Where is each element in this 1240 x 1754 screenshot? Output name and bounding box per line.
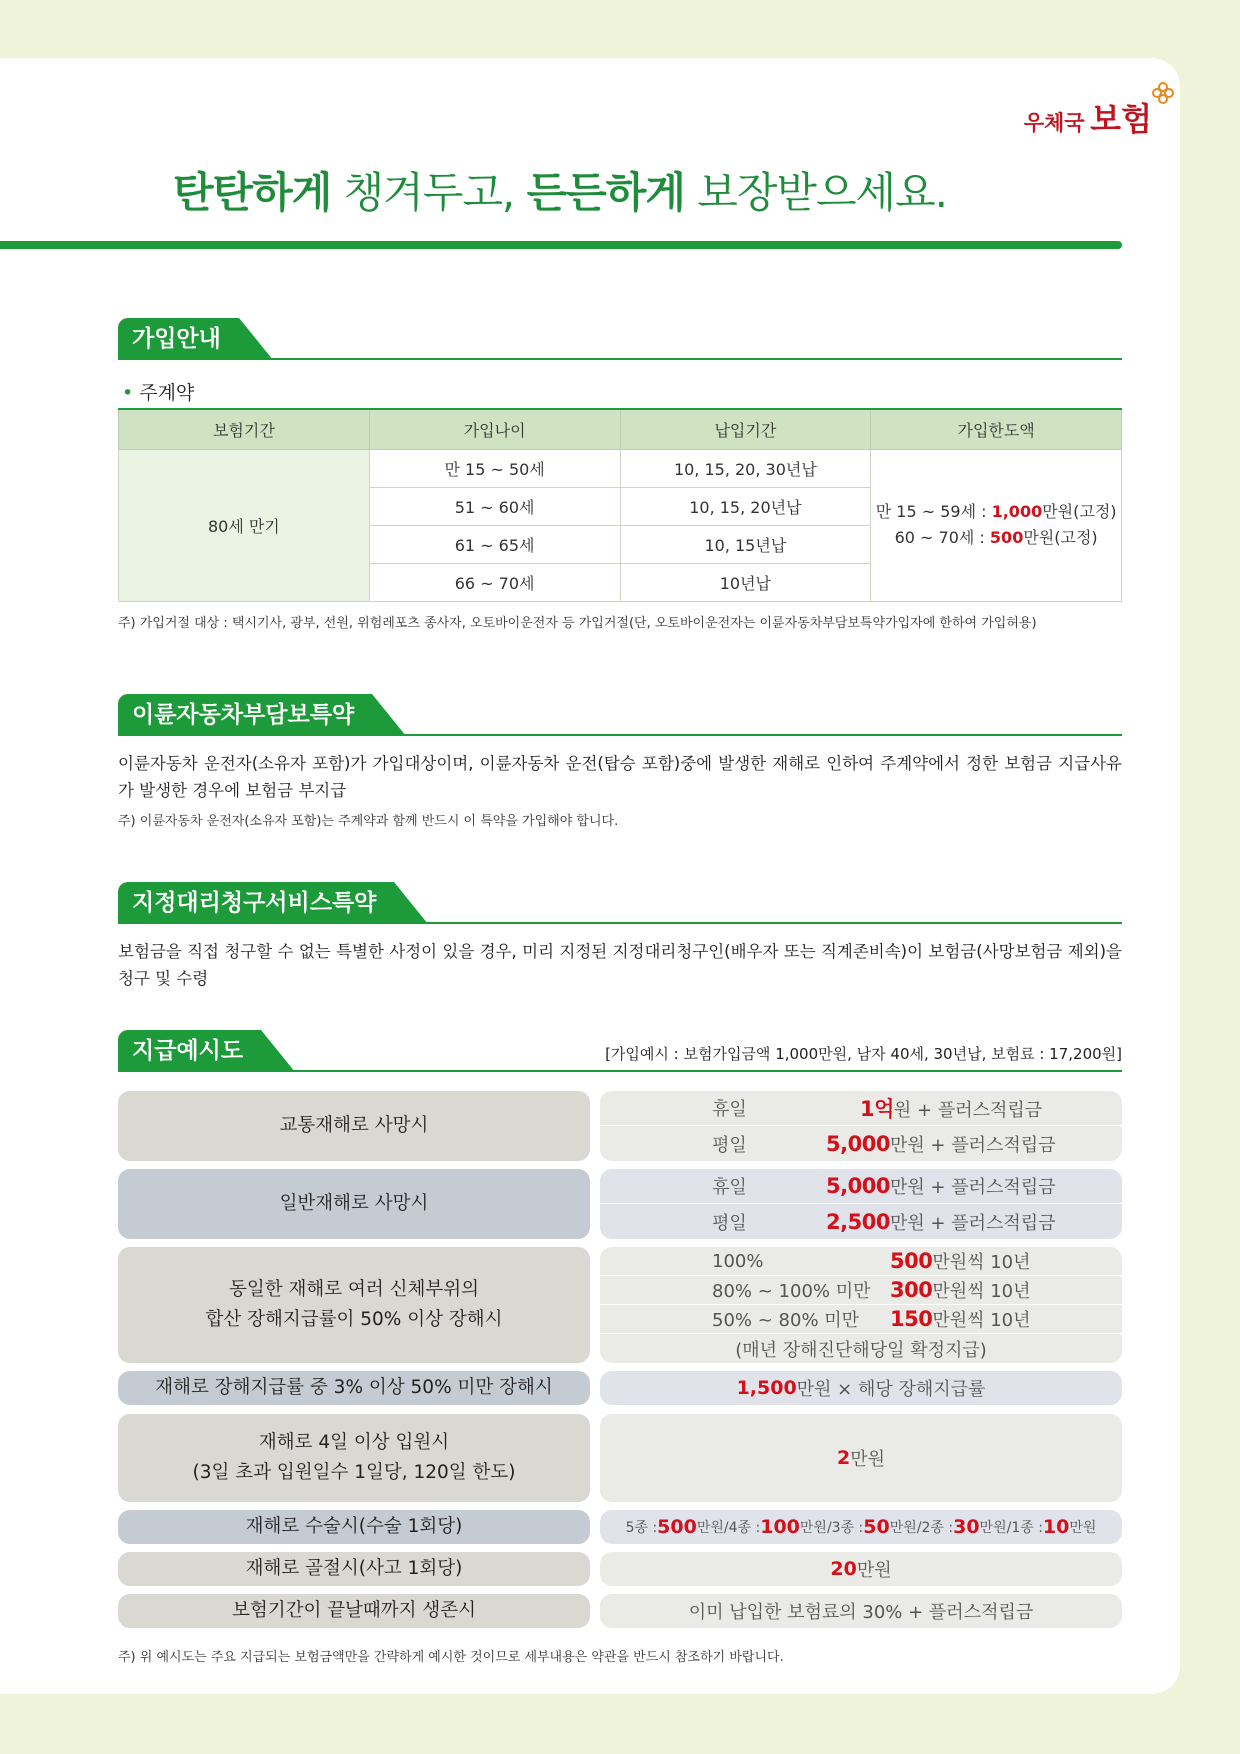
section-proxy-header bbox=[118, 884, 1122, 924]
hospital-label: 재해로 4일 이상 입원시 (3일 초과 입원일수 1일당, 120일 한도) bbox=[118, 1414, 590, 1502]
age-cell: 51 ~ 60세 bbox=[369, 487, 620, 525]
example-condition: [가입예시 : 보험가입금액 1,000만원, 남자 40세, 30년납, 보험료 : 17,200원] bbox=[605, 1045, 1122, 1063]
section-join-header bbox=[118, 320, 1122, 360]
age-cell: 만 15 ~ 50세 bbox=[369, 449, 620, 487]
headline-reg-2: 보장받으세요. bbox=[684, 168, 948, 217]
example-row-partial bbox=[118, 1371, 1122, 1405]
proxy-text: 보험금을 직접 청구할 수 없는 특별한 사정이 있을 경우, 미리 지정된 지정대리청구인(배우자 또는 직계존비속)이 보험금(사망보험금 제외)을 청구 및 수령 bbox=[118, 942, 1122, 988]
headline-reg-1: 챙겨두고, bbox=[331, 168, 527, 217]
join-info-table bbox=[118, 408, 1122, 602]
section-example-header bbox=[118, 1032, 1122, 1072]
twowheel-note: 주) 이륜자동차 운전자(소유자 포함)는 주계약과 함께 반드시 이 특약을 가입해야 합니다. bbox=[118, 814, 619, 829]
section-twowheel-header bbox=[118, 696, 1122, 736]
section-example-title: 지급예시도 bbox=[118, 1030, 261, 1072]
surgery-value: 5종 : 500 만원/ 4종 : 100 만원/ 3종 : 50 만원/ 2종 : 30 만원/ 1종 : 10 만원 bbox=[600, 1510, 1122, 1544]
header-limit: 가입한도액 bbox=[871, 409, 1122, 449]
traffic-values: 휴일 1억원 + 플러스적립금 평일 5,000만원 + 플러스적립금 bbox=[600, 1091, 1122, 1161]
surgery-label: 재해로 수술시(수술 1회당) bbox=[118, 1510, 590, 1544]
pay-cell: 10, 15, 20, 30년납 bbox=[620, 449, 871, 487]
main-contract-text: 주계약 bbox=[139, 382, 195, 404]
general-label: 일반재해로 사망시 bbox=[118, 1169, 590, 1239]
example-row-survival bbox=[118, 1594, 1122, 1628]
example-row-general bbox=[118, 1169, 1122, 1239]
fracture-value: 20 만원 bbox=[600, 1552, 1122, 1586]
brand-logo bbox=[1024, 94, 1152, 140]
main-contract-label: • 주계약 bbox=[122, 382, 195, 404]
section-twowheel-title: 이륜자동차부담보특약 bbox=[118, 694, 372, 736]
section-proxy-title: 지정대리청구서비스특약 bbox=[118, 882, 394, 924]
brand-big: 보험 bbox=[1090, 100, 1152, 138]
header-period: 보험기간 bbox=[119, 409, 370, 449]
hospital-value: 2 만원 bbox=[600, 1414, 1122, 1502]
flower-icon bbox=[1152, 82, 1174, 104]
twowheel-text: 이륜자동차 운전자(소유자 포함)가 가입대상이며, 이륜자동차 운전(탑승 포함)중에 발생한 재해로 인하여 주계약에서 정한 보험금 지급사유가 발생한 경우에 보험금 부지급 bbox=[118, 754, 1122, 800]
pay-cell: 10년납 bbox=[620, 563, 871, 601]
example-row-disability bbox=[118, 1247, 1122, 1363]
example-note: 주) 위 예시도는 주요 지급되는 보험금액만을 간략하게 예시한 것이므로 세부내용은 약관을 반드시 참조하기 바랍니다. bbox=[118, 1650, 784, 1665]
pay-cell: 10, 15년납 bbox=[620, 525, 871, 563]
headline-bold-2: 든든하게 bbox=[526, 168, 685, 217]
brand-small: 우체국 bbox=[1023, 111, 1085, 135]
fracture-label: 재해로 골절시(사고 1회당) bbox=[118, 1552, 590, 1586]
general-values: 휴일 5,000만원 + 플러스적립금 평일 2,500만원 + 플러스적립금 bbox=[600, 1169, 1122, 1239]
example-row-surgery bbox=[118, 1510, 1122, 1544]
example-row-traffic bbox=[118, 1091, 1122, 1161]
pay-cell: 10, 15, 20년납 bbox=[620, 487, 871, 525]
headline-divider bbox=[0, 241, 1122, 249]
table-header-row bbox=[119, 409, 1122, 449]
age-cell: 61 ~ 65세 bbox=[369, 525, 620, 563]
limit-cell: 만 15 ~ 59세 : 1,000만원(고정) 60 ~ 70세 : 500만원(고정) bbox=[871, 449, 1122, 601]
partial-label: 재해로 장해지급률 중 3% 이상 50% 미만 장해시 bbox=[118, 1371, 590, 1405]
table-row bbox=[119, 449, 1122, 487]
traffic-label: 교통재해로 사망시 bbox=[118, 1091, 590, 1161]
headline-bold-1: 탄탄하게 bbox=[172, 168, 332, 217]
join-note: 주) 가입거절 대상 : 택시기사, 광부, 선원, 위험레포츠 종사자, 오토바이운전자 등 가입거절(단, 오토바이운전자는 이륜자동차부담보특약가입자에 한하여 가입허용) bbox=[118, 616, 1037, 631]
page-headline bbox=[0, 160, 1120, 220]
example-row-hospital bbox=[118, 1414, 1122, 1502]
age-cell: 66 ~ 70세 bbox=[369, 563, 620, 601]
period-cell: 80세 만기 bbox=[119, 449, 370, 601]
header-payment: 납입기간 bbox=[620, 409, 871, 449]
survival-value: 이미 납입한 보험료의 30% + 플러스적립금 bbox=[600, 1594, 1122, 1628]
partial-value: 1,500 만원 × 해당 장해지급률 bbox=[600, 1371, 1122, 1405]
header-age: 가입나이 bbox=[369, 409, 620, 449]
disability-values: 100% 500만원씩 10년 80% ~ 100% 미만 300만원씩 10년 50% ~ 80% 미만 150만원씩 10년 (매년 장해진단해당일 확정지급) bbox=[600, 1247, 1122, 1363]
example-row-fracture bbox=[118, 1552, 1122, 1586]
section-join-title: 가입안내 bbox=[118, 318, 239, 360]
survival-label: 보험기간이 끝날때까지 생존시 bbox=[118, 1594, 590, 1628]
disability-label: 동일한 재해로 여러 신체부위의 합산 장해지급률이 50% 이상 장해시 bbox=[118, 1247, 590, 1363]
